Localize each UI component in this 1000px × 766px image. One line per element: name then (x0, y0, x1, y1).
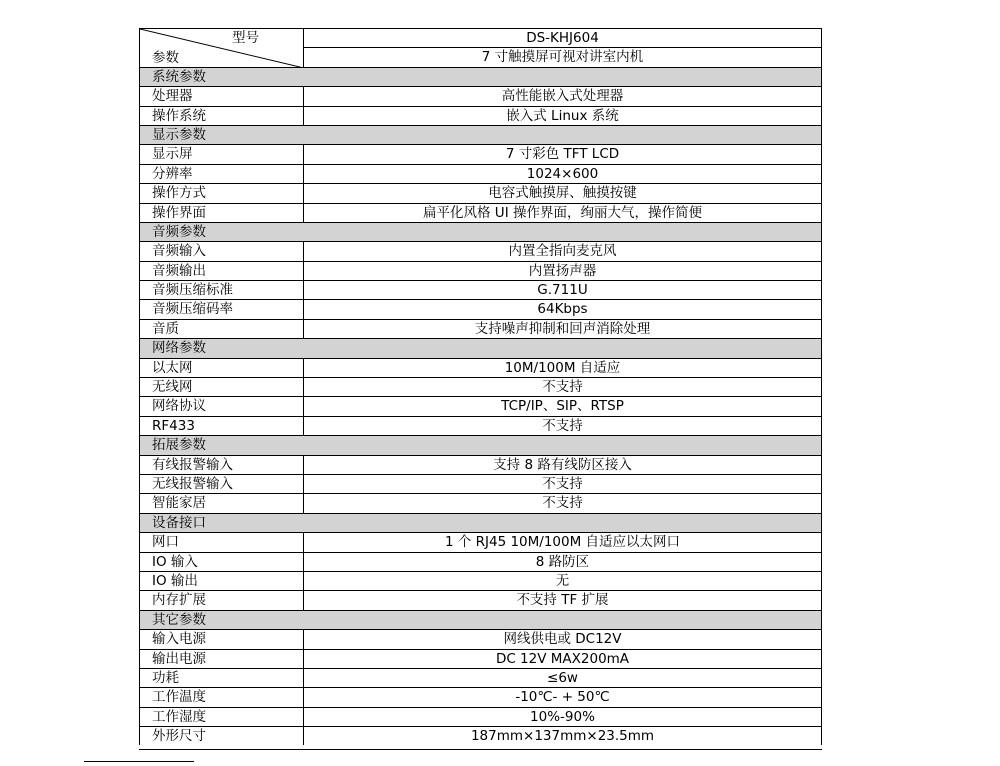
param-label: 输入电源 (139, 629, 303, 648)
param-value: 10%-90% (303, 707, 822, 726)
table-row (139, 493, 822, 512)
param-label: 内存扩展 (139, 590, 303, 609)
param-value: DC 12V MAX200mA (303, 649, 822, 668)
param-label: 功耗 (139, 668, 303, 687)
section-title: 显示参数 (139, 125, 822, 144)
table-row (139, 299, 822, 318)
table-row (139, 571, 822, 590)
param-label: 工作温度 (139, 687, 303, 706)
param-label: 显示屏 (139, 144, 303, 163)
table-row (139, 474, 822, 493)
table-bottom-border (139, 749, 822, 750)
table-row (139, 164, 822, 183)
section-title: 音频参数 (139, 222, 822, 241)
param-value: G.711U (303, 280, 822, 299)
param-value: 内置扬声器 (303, 261, 822, 280)
product-cell: 7 寸触摸屏可视对讲室内机 (303, 47, 822, 66)
section-title: 其它参数 (139, 610, 822, 629)
param-value: 嵌入式 Linux 系统 (303, 106, 822, 125)
param-value: 8 路防区 (303, 552, 822, 571)
table-row (139, 203, 822, 222)
model-cell: DS-KHJ604 (303, 28, 822, 47)
section-header-row (139, 67, 822, 86)
section-title: 拓展参数 (139, 435, 822, 454)
param-label: IO 输出 (139, 571, 303, 590)
param-label: 外形尺寸 (139, 726, 303, 745)
table-row (139, 241, 822, 260)
table-row (139, 261, 822, 280)
param-value: 高性能嵌入式处理器 (303, 86, 822, 105)
param-label: 音频输出 (139, 261, 303, 280)
param-value: 1 个 RJ45 10M/100M 自适应以太网口 (303, 532, 822, 551)
table-row (139, 726, 822, 745)
param-value: 187mm×137mm×23.5mm (303, 726, 822, 745)
header-values (303, 28, 822, 67)
section-title: 系统参数 (139, 67, 822, 86)
section-header-row (139, 610, 822, 629)
param-value: 不支持 (303, 493, 822, 512)
param-value: 7 寸彩色 TFT LCD (303, 144, 822, 163)
param-value: 不支持 (303, 377, 822, 396)
table-row (139, 649, 822, 668)
table-row (139, 183, 822, 202)
table-row (139, 377, 822, 396)
section-title: 设备接口 (139, 513, 822, 532)
param-label: RF433 (139, 416, 303, 435)
table-row (139, 532, 822, 551)
table-row (139, 687, 822, 706)
param-label: 音频压缩标准 (139, 280, 303, 299)
param-value: 无 (303, 571, 822, 590)
table-row (139, 629, 822, 648)
section-header-row (139, 125, 822, 144)
section-header-row (139, 338, 822, 357)
param-label: 无线网 (139, 377, 303, 396)
param-label: 音质 (139, 319, 303, 338)
param-value: 不支持 (303, 416, 822, 435)
corner-cell (139, 28, 303, 67)
param-value: 网线供电或 DC12V (303, 629, 822, 648)
param-value: 不支持 (303, 474, 822, 493)
section-title: 网络参数 (139, 338, 822, 357)
param-label: 操作方式 (139, 183, 303, 202)
param-label: 输出电源 (139, 649, 303, 668)
param-label: 智能家居 (139, 493, 303, 512)
param-value: 支持 8 路有线防区接入 (303, 455, 822, 474)
param-label: 工作湿度 (139, 707, 303, 726)
param-label: 音频压缩码率 (139, 299, 303, 318)
param-label: 有线报警输入 (139, 455, 303, 474)
table-header (139, 28, 822, 67)
table-row (139, 319, 822, 338)
table-row (139, 144, 822, 163)
table-row (139, 358, 822, 377)
param-label: 网口 (139, 532, 303, 551)
param-label: 无线报警输入 (139, 474, 303, 493)
param-value: 1024×600 (303, 164, 822, 183)
table-row (139, 86, 822, 105)
table-body (139, 67, 822, 746)
section-header-row (139, 435, 822, 454)
table-row (139, 668, 822, 687)
footer-rule (84, 761, 194, 762)
table-row (139, 106, 822, 125)
table-row (139, 455, 822, 474)
spec-table (139, 28, 822, 745)
param-value: 电容式触摸屏、触摸按键 (303, 183, 822, 202)
param-label: 分辨率 (139, 164, 303, 183)
param-value: 扁平化风格 UI 操作界面，绚丽大气，操作简便 (303, 203, 822, 222)
corner-top-label: 型号 (232, 30, 259, 46)
param-value: TCP/IP、SIP、RTSP (303, 396, 822, 415)
corner-bottom-label: 参数 (152, 49, 179, 66)
param-value: 10M/100M 自适应 (303, 358, 822, 377)
table-row (139, 396, 822, 415)
param-value: 不支持 TF 扩展 (303, 590, 822, 609)
table-row (139, 416, 822, 435)
param-value: ≤6w (303, 668, 822, 687)
param-label: IO 输入 (139, 552, 303, 571)
section-header-row (139, 513, 822, 532)
param-value: 支持噪声抑制和回声消除处理 (303, 319, 822, 338)
param-label: 以太网 (139, 358, 303, 377)
param-value: 64Kbps (303, 299, 822, 318)
table-row (139, 707, 822, 726)
param-value: 内置全指向麦克风 (303, 241, 822, 260)
table-row (139, 590, 822, 609)
param-value: -10℃- + 50℃ (303, 687, 822, 706)
param-label: 网络协议 (139, 396, 303, 415)
param-label: 操作系统 (139, 106, 303, 125)
table-row (139, 552, 822, 571)
section-header-row (139, 222, 822, 241)
param-label: 处理器 (139, 86, 303, 105)
param-label: 操作界面 (139, 203, 303, 222)
table-row (139, 280, 822, 299)
param-label: 音频输入 (139, 241, 303, 260)
